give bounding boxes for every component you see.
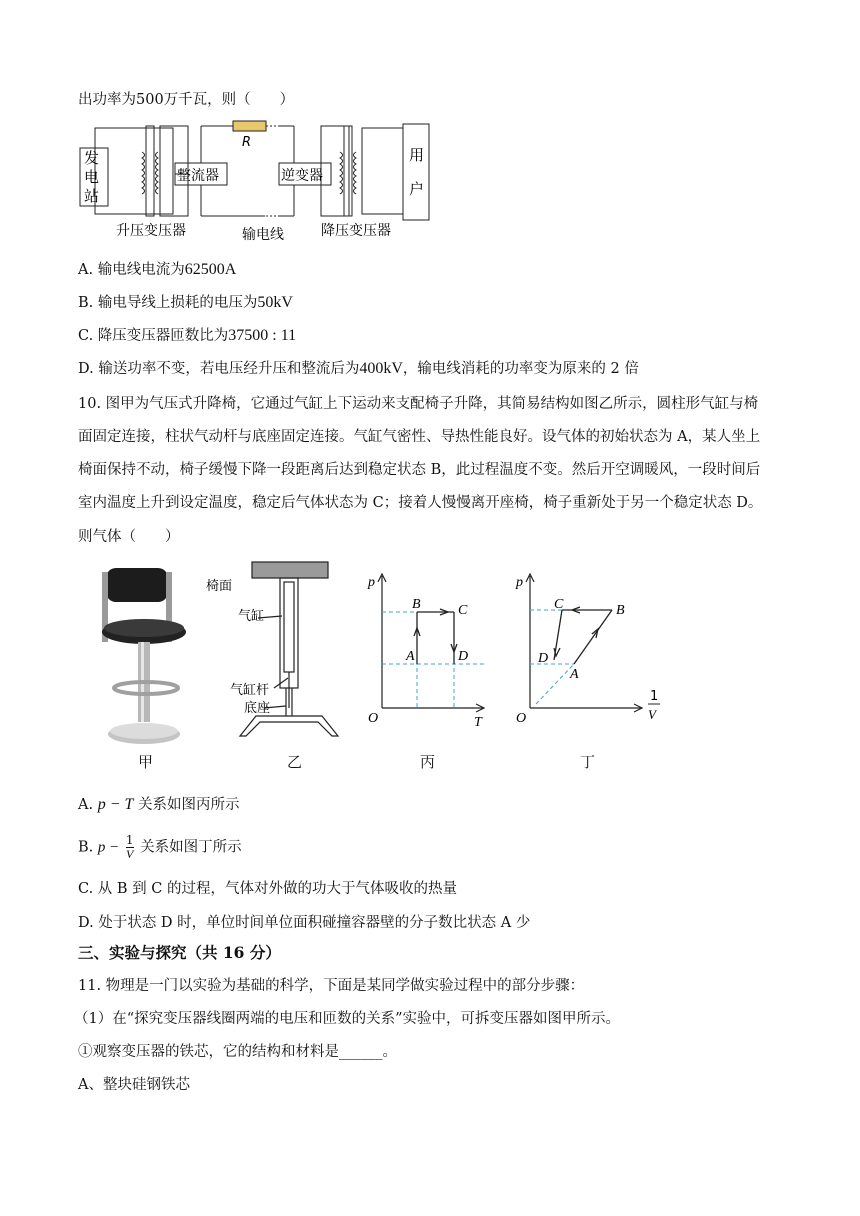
inverter-label: 逆变器: [281, 168, 323, 184]
q11-part-1a-option-a: A、整块硅钢铁芯: [78, 1077, 190, 1093]
step-up-label: 升压变压器: [116, 223, 186, 239]
bing-D-label: D: [458, 649, 469, 664]
q10-line-5: 则气体（ ）: [78, 529, 180, 545]
resistor: [233, 121, 266, 131]
user-box: [403, 124, 429, 220]
ding-B-label: B: [616, 603, 625, 618]
fig-jia-label: 甲: [138, 753, 154, 771]
q10-line-2: 面固定连接，柱状气动杆与底座固定连接。气缸气密性、导热性能良好。设气体的初始状态为 A，某人坐上: [78, 429, 761, 445]
q9-option-b: B. 输电导线上损耗的电压为50kV: [78, 294, 293, 311]
line-label: 输电线: [242, 227, 284, 243]
station-char-1: 发: [84, 149, 100, 167]
bing-C-label: C: [458, 603, 468, 618]
rectifier-label: 整流器: [177, 168, 219, 184]
rod-label: 气缸杆: [230, 683, 270, 698]
section-3-title: 三、实验与探究（共 16 分）: [78, 943, 281, 962]
bing-p-label: p: [368, 575, 375, 590]
base-label: 底座: [244, 701, 271, 716]
ding-V-label: V: [648, 707, 656, 722]
user-char-1: 用: [409, 146, 425, 164]
q10-line-1: 10. 图甲为气压式升降椅，它通过气缸上下运动来支配椅子升降，其简易结构如图乙所示，圆柱形气缸与椅: [78, 396, 759, 412]
q10-line-3: 椅面保持不动，椅子缓慢下降一段距离后达到稳定状态 B，此过程温度不变。然后开空调暖风，一段时间后: [78, 462, 761, 478]
q10-line-4: 室内温度上升到设定温度，稳定后气体状态为 C；接着人慢慢离开座椅，椅子重新处于另一个稳定状态 D。: [78, 495, 763, 511]
q10-option-d: D. 处于状态 D 时，单位时间单位面积碰撞容器壁的分子数比状态 A 少: [78, 915, 531, 931]
graph-p-T: [364, 566, 494, 736]
ding-one-label: 1: [650, 689, 659, 704]
ding-O-label: O: [516, 711, 527, 726]
user-char-2: 户: [409, 180, 425, 198]
bing-B-label: B: [412, 597, 421, 612]
ding-C-label: C: [554, 597, 564, 612]
power-transmission-circuit: [78, 118, 438, 244]
cylinder-label: 气缸: [238, 609, 265, 624]
graph-p-inverse-V: [512, 566, 672, 736]
step-down-label: 降压变压器: [321, 223, 391, 239]
q11-part-1a: ①观察变压器的铁芯，它的结构和材料是______。: [78, 1044, 397, 1060]
q9-option-a: A. 输电线电流为62500A: [78, 261, 237, 278]
q10-option-c: C. 从 B 到 C 的过程，气体对外做的功大于气体吸收的热量: [78, 881, 457, 897]
fig-bing-label: 丙: [420, 753, 436, 771]
resistor-label: R: [242, 135, 252, 150]
bing-A-label: A: [406, 649, 415, 664]
q10-option-b: B. p − $\frac{1}{V}$ 关系如图丁所示: [78, 833, 242, 861]
bing-O-label: O: [368, 711, 379, 726]
q9-intro: 出功率为500万千瓦，则（ ）: [78, 92, 295, 108]
q11-part-1: （1）在“探究变压器线圈两端的电压和匝数的关系”实验中，可拆变压器如图甲所示。: [74, 1011, 621, 1027]
station-char-3: 站: [84, 187, 100, 205]
station-char-2: 电: [84, 168, 100, 186]
bing-T-label: T: [474, 715, 482, 730]
q9-option-c: C. 降压变压器匝数比为37500 : 11: [78, 327, 297, 344]
ding-D-label: D: [538, 651, 549, 666]
fig-ding-label: 丁: [580, 753, 596, 771]
seat-label: 椅面: [206, 579, 233, 594]
fig-yi-label: 乙: [287, 753, 303, 771]
q9-option-d: D. 输送功率不变，若电压经升压和整流后为400kV，输电线消耗的功率变为原来的 2 倍: [78, 360, 639, 377]
ding-A-label: A: [570, 667, 579, 682]
q10-option-a: A. p − T 关系如图丙所示: [78, 796, 240, 813]
q11-intro: 11. 物理是一门以实验为基础的科学，下面是某同学做实验过程中的部分步骤：: [78, 978, 585, 994]
ding-p-label: p: [516, 575, 523, 590]
chair-structure-diagram: [200, 558, 340, 758]
chair-photo: [96, 562, 196, 762]
